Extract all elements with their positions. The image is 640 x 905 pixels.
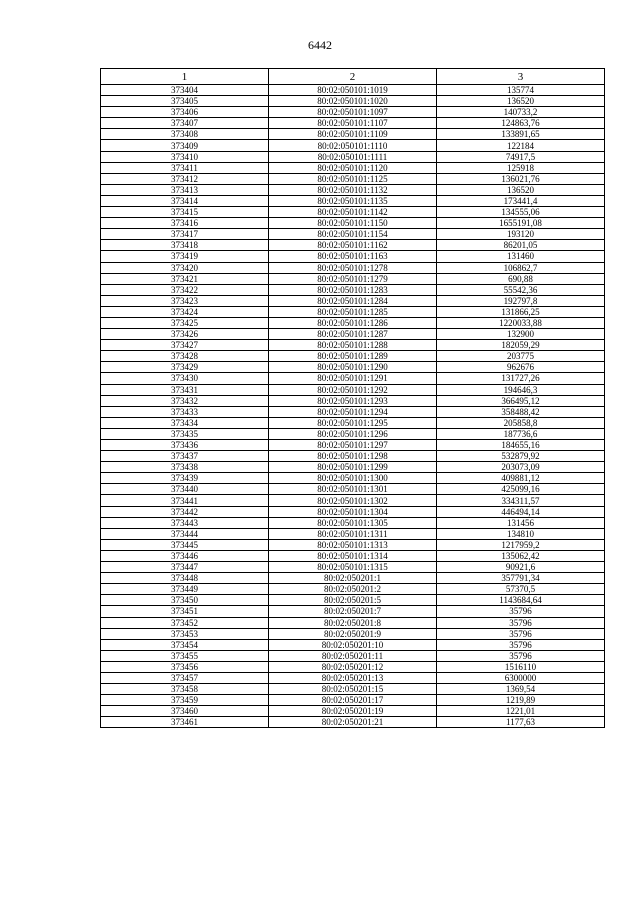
row-number-cell: 373425 <box>101 317 269 328</box>
row-number-cell: 373440 <box>101 484 269 495</box>
row-number-cell: 373442 <box>101 506 269 517</box>
value-cell: 55542,36 <box>437 284 605 295</box>
table-row <box>101 650 605 661</box>
table-row <box>101 329 605 340</box>
value-cell: 334311,57 <box>437 495 605 506</box>
cadastral-number-cell: 80:02:050101:1110 <box>269 140 437 151</box>
value-cell: 1143684,64 <box>437 595 605 606</box>
column-header: 2 <box>269 69 437 85</box>
value-cell: 205858,8 <box>437 417 605 428</box>
table-row <box>101 706 605 717</box>
row-number-cell: 373424 <box>101 306 269 317</box>
cadastral-number-cell: 80:02:050101:1019 <box>269 85 437 96</box>
table-row <box>101 506 605 517</box>
value-cell: 135062,42 <box>437 550 605 561</box>
table-row <box>101 107 605 118</box>
value-cell: 106862,7 <box>437 262 605 273</box>
row-number-cell: 373447 <box>101 562 269 573</box>
cadastral-number-cell: 80:02:050101:1297 <box>269 440 437 451</box>
cadastral-number-cell: 80:02:050101:1142 <box>269 207 437 218</box>
cadastral-number-cell: 80:02:050101:1162 <box>269 240 437 251</box>
row-number-cell: 373435 <box>101 428 269 439</box>
value-cell: 90921,6 <box>437 562 605 573</box>
cadastral-number-cell: 80:02:050201:13 <box>269 672 437 683</box>
cadastral-number-cell: 80:02:050101:1107 <box>269 118 437 129</box>
value-cell: 131460 <box>437 251 605 262</box>
data-table <box>100 68 605 728</box>
table-row <box>101 306 605 317</box>
value-cell: 1655191,08 <box>437 218 605 229</box>
value-cell: 136520 <box>437 96 605 107</box>
table-row <box>101 384 605 395</box>
value-cell: 357791,34 <box>437 573 605 584</box>
value-cell: 131456 <box>437 517 605 528</box>
row-number-cell: 373404 <box>101 85 269 96</box>
cadastral-number-cell: 80:02:050101:1120 <box>269 162 437 173</box>
table-row <box>101 628 605 639</box>
row-number-cell: 373429 <box>101 362 269 373</box>
table-row <box>101 184 605 195</box>
table-row <box>101 195 605 206</box>
table-body <box>101 85 605 728</box>
cadastral-number-cell: 80:02:050101:1296 <box>269 428 437 439</box>
table-row <box>101 362 605 373</box>
table-row <box>101 251 605 262</box>
cadastral-number-cell: 80:02:050101:1315 <box>269 562 437 573</box>
value-cell: 690,88 <box>437 273 605 284</box>
cadastral-number-cell: 80:02:050101:1154 <box>269 229 437 240</box>
table-row <box>101 517 605 528</box>
value-cell: 1217959,2 <box>437 539 605 550</box>
table-row <box>101 417 605 428</box>
table-row <box>101 240 605 251</box>
cadastral-number-cell: 80:02:050101:1132 <box>269 184 437 195</box>
row-number-cell: 373456 <box>101 661 269 672</box>
row-number-cell: 373419 <box>101 251 269 262</box>
value-cell: 203073,09 <box>437 462 605 473</box>
value-cell: 1177,63 <box>437 717 605 728</box>
table-row <box>101 373 605 384</box>
row-number-cell: 373414 <box>101 195 269 206</box>
row-number-cell: 373408 <box>101 129 269 140</box>
row-number-cell: 373437 <box>101 451 269 462</box>
cadastral-number-cell: 80:02:050201:5 <box>269 595 437 606</box>
table-row <box>101 550 605 561</box>
cadastral-number-cell: 80:02:050101:1109 <box>269 129 437 140</box>
row-number-cell: 373416 <box>101 218 269 229</box>
table-row <box>101 606 605 617</box>
table-row <box>101 484 605 495</box>
value-cell: 184655,16 <box>437 440 605 451</box>
value-cell: 122184 <box>437 140 605 151</box>
row-number-cell: 373423 <box>101 295 269 306</box>
cadastral-number-cell: 80:02:050101:1298 <box>269 451 437 462</box>
table-row <box>101 273 605 284</box>
cadastral-number-cell: 80:02:050201:1 <box>269 573 437 584</box>
row-number-cell: 373460 <box>101 706 269 717</box>
value-cell: 962676 <box>437 362 605 373</box>
cadastral-number-cell: 80:02:050201:15 <box>269 684 437 695</box>
value-cell: 86201,05 <box>437 240 605 251</box>
value-cell: 132900 <box>437 329 605 340</box>
value-cell: 192797,8 <box>437 295 605 306</box>
page-number: 6442 <box>308 38 332 52</box>
row-number-cell: 373405 <box>101 96 269 107</box>
table-row <box>101 229 605 240</box>
row-number-cell: 373461 <box>101 717 269 728</box>
cadastral-number-cell: 80:02:050101:1135 <box>269 195 437 206</box>
value-cell: 35796 <box>437 606 605 617</box>
value-cell: 134555,06 <box>437 207 605 218</box>
value-cell: 134810 <box>437 528 605 539</box>
table-row <box>101 284 605 295</box>
table-row <box>101 451 605 462</box>
table-row <box>101 573 605 584</box>
cadastral-number-cell: 80:02:050201:10 <box>269 639 437 650</box>
table-row <box>101 96 605 107</box>
table-row <box>101 539 605 550</box>
table-row <box>101 595 605 606</box>
table-row <box>101 340 605 351</box>
row-number-cell: 373444 <box>101 528 269 539</box>
value-cell: 532879,92 <box>437 451 605 462</box>
row-number-cell: 373418 <box>101 240 269 251</box>
cadastral-number-cell: 80:02:050101:1020 <box>269 96 437 107</box>
cadastral-number-cell: 80:02:050101:1283 <box>269 284 437 295</box>
cadastral-number-cell: 80:02:050101:1302 <box>269 495 437 506</box>
row-number-cell: 373421 <box>101 273 269 284</box>
cadastral-number-cell: 80:02:050101:1286 <box>269 317 437 328</box>
cadastral-number-cell: 80:02:050101:1278 <box>269 262 437 273</box>
table-row <box>101 495 605 506</box>
table-row <box>101 528 605 539</box>
row-number-cell: 373420 <box>101 262 269 273</box>
table-row <box>101 395 605 406</box>
row-number-cell: 373436 <box>101 440 269 451</box>
value-cell: 182059,29 <box>437 340 605 351</box>
row-number-cell: 373407 <box>101 118 269 129</box>
row-number-cell: 373445 <box>101 539 269 550</box>
value-cell: 194646,3 <box>437 384 605 395</box>
value-cell: 358488,42 <box>437 406 605 417</box>
table-row <box>101 440 605 451</box>
row-number-cell: 373415 <box>101 207 269 218</box>
row-number-cell: 373422 <box>101 284 269 295</box>
row-number-cell: 373434 <box>101 417 269 428</box>
table-row <box>101 684 605 695</box>
row-number-cell: 373458 <box>101 684 269 695</box>
column-header: 3 <box>437 69 605 85</box>
row-number-cell: 373443 <box>101 517 269 528</box>
row-number-cell: 373410 <box>101 151 269 162</box>
cadastral-number-cell: 80:02:050101:1125 <box>269 173 437 184</box>
row-number-cell: 373412 <box>101 173 269 184</box>
cadastral-number-cell: 80:02:050101:1290 <box>269 362 437 373</box>
table-row <box>101 351 605 362</box>
cadastral-number-cell: 80:02:050101:1292 <box>269 384 437 395</box>
value-cell: 35796 <box>437 617 605 628</box>
cadastral-number-cell: 80:02:050201:7 <box>269 606 437 617</box>
row-number-cell: 373438 <box>101 462 269 473</box>
cadastral-number-cell: 80:02:050101:1287 <box>269 329 437 340</box>
cadastral-number-cell: 80:02:050101:1299 <box>269 462 437 473</box>
cadastral-number-cell: 80:02:050101:1304 <box>269 506 437 517</box>
cadastral-number-cell: 80:02:050101:1291 <box>269 373 437 384</box>
cadastral-number-cell: 80:02:050101:1289 <box>269 351 437 362</box>
value-cell: 409881,12 <box>437 473 605 484</box>
row-number-cell: 373417 <box>101 229 269 240</box>
value-cell: 1220033,88 <box>437 317 605 328</box>
table-row <box>101 162 605 173</box>
table-row <box>101 406 605 417</box>
value-cell: 35796 <box>437 650 605 661</box>
cadastral-number-cell: 80:02:050101:1097 <box>269 107 437 118</box>
cadastral-number-cell: 80:02:050201:8 <box>269 617 437 628</box>
row-number-cell: 373441 <box>101 495 269 506</box>
table-row <box>101 462 605 473</box>
cadastral-number-cell: 80:02:050201:17 <box>269 695 437 706</box>
value-cell: 1221,01 <box>437 706 605 717</box>
value-cell: 136021,76 <box>437 173 605 184</box>
row-number-cell: 373409 <box>101 140 269 151</box>
cadastral-number-cell: 80:02:050101:1295 <box>269 417 437 428</box>
cadastral-number-cell: 80:02:050101:1311 <box>269 528 437 539</box>
table-row <box>101 617 605 628</box>
table-row <box>101 262 605 273</box>
cadastral-number-cell: 80:02:050201:2 <box>269 584 437 595</box>
cadastral-number-cell: 80:02:050101:1279 <box>269 273 437 284</box>
row-number-cell: 373452 <box>101 617 269 628</box>
cadastral-number-cell: 80:02:050201:19 <box>269 706 437 717</box>
cadastral-number-cell: 80:02:050101:1294 <box>269 406 437 417</box>
value-cell: 1219,89 <box>437 695 605 706</box>
value-cell: 57370,5 <box>437 584 605 595</box>
cadastral-number-cell: 80:02:050201:9 <box>269 628 437 639</box>
cadastral-number-cell: 80:02:050201:21 <box>269 717 437 728</box>
table-row <box>101 129 605 140</box>
row-number-cell: 373427 <box>101 340 269 351</box>
table-row <box>101 118 605 129</box>
table-row <box>101 207 605 218</box>
cadastral-number-cell: 80:02:050101:1150 <box>269 218 437 229</box>
table-row <box>101 151 605 162</box>
row-number-cell: 373430 <box>101 373 269 384</box>
table-row <box>101 695 605 706</box>
table-row <box>101 140 605 151</box>
cadastral-number-cell: 80:02:050201:12 <box>269 661 437 672</box>
value-cell: 136520 <box>437 184 605 195</box>
row-number-cell: 373413 <box>101 184 269 195</box>
value-cell: 173441,4 <box>437 195 605 206</box>
table-row <box>101 562 605 573</box>
value-cell: 203775 <box>437 351 605 362</box>
value-cell: 131866,25 <box>437 306 605 317</box>
table-row <box>101 672 605 683</box>
table-header-row <box>101 69 605 85</box>
value-cell: 35796 <box>437 639 605 650</box>
row-number-cell: 373431 <box>101 384 269 395</box>
cadastral-number-cell: 80:02:050101:1111 <box>269 151 437 162</box>
value-cell: 187736,6 <box>437 428 605 439</box>
cadastral-number-cell: 80:02:050101:1313 <box>269 539 437 550</box>
cadastral-number-cell: 80:02:050101:1293 <box>269 395 437 406</box>
value-cell: 446494,14 <box>437 506 605 517</box>
row-number-cell: 373453 <box>101 628 269 639</box>
value-cell: 125918 <box>437 162 605 173</box>
row-number-cell: 373433 <box>101 406 269 417</box>
table-row <box>101 639 605 650</box>
cadastral-number-cell: 80:02:050101:1301 <box>269 484 437 495</box>
value-cell: 35796 <box>437 628 605 639</box>
value-cell: 135774 <box>437 85 605 96</box>
value-cell: 1516110 <box>437 661 605 672</box>
row-number-cell: 373457 <box>101 672 269 683</box>
value-cell: 131727,26 <box>437 373 605 384</box>
value-cell: 425099,16 <box>437 484 605 495</box>
row-number-cell: 373439 <box>101 473 269 484</box>
row-number-cell: 373455 <box>101 650 269 661</box>
cadastral-number-cell: 80:02:050201:11 <box>269 650 437 661</box>
value-cell: 193120 <box>437 229 605 240</box>
row-number-cell: 373451 <box>101 606 269 617</box>
table-row <box>101 717 605 728</box>
value-cell: 1369,54 <box>437 684 605 695</box>
value-cell: 366495,12 <box>437 395 605 406</box>
cadastral-number-cell: 80:02:050101:1300 <box>269 473 437 484</box>
row-number-cell: 373454 <box>101 639 269 650</box>
row-number-cell: 373411 <box>101 162 269 173</box>
table-row <box>101 661 605 672</box>
row-number-cell: 373449 <box>101 584 269 595</box>
table-row <box>101 295 605 306</box>
row-number-cell: 373448 <box>101 573 269 584</box>
row-number-cell: 373406 <box>101 107 269 118</box>
table-row <box>101 317 605 328</box>
table-row <box>101 218 605 229</box>
table-row <box>101 584 605 595</box>
row-number-cell: 373432 <box>101 395 269 406</box>
value-cell: 133891,65 <box>437 129 605 140</box>
row-number-cell: 373428 <box>101 351 269 362</box>
cadastral-number-cell: 80:02:050101:1314 <box>269 550 437 561</box>
value-cell: 124863,76 <box>437 118 605 129</box>
value-cell: 140733,2 <box>437 107 605 118</box>
cadastral-number-cell: 80:02:050101:1288 <box>269 340 437 351</box>
column-header: 1 <box>101 69 269 85</box>
table-row <box>101 85 605 96</box>
row-number-cell: 373450 <box>101 595 269 606</box>
table-row <box>101 428 605 439</box>
cadastral-number-cell: 80:02:050101:1305 <box>269 517 437 528</box>
value-cell: 6300000 <box>437 672 605 683</box>
row-number-cell: 373446 <box>101 550 269 561</box>
row-number-cell: 373426 <box>101 329 269 340</box>
value-cell: 74917,5 <box>437 151 605 162</box>
table-row <box>101 173 605 184</box>
cadastral-number-cell: 80:02:050101:1285 <box>269 306 437 317</box>
cadastral-number-cell: 80:02:050101:1284 <box>269 295 437 306</box>
cadastral-number-cell: 80:02:050101:1163 <box>269 251 437 262</box>
row-number-cell: 373459 <box>101 695 269 706</box>
table-row <box>101 473 605 484</box>
